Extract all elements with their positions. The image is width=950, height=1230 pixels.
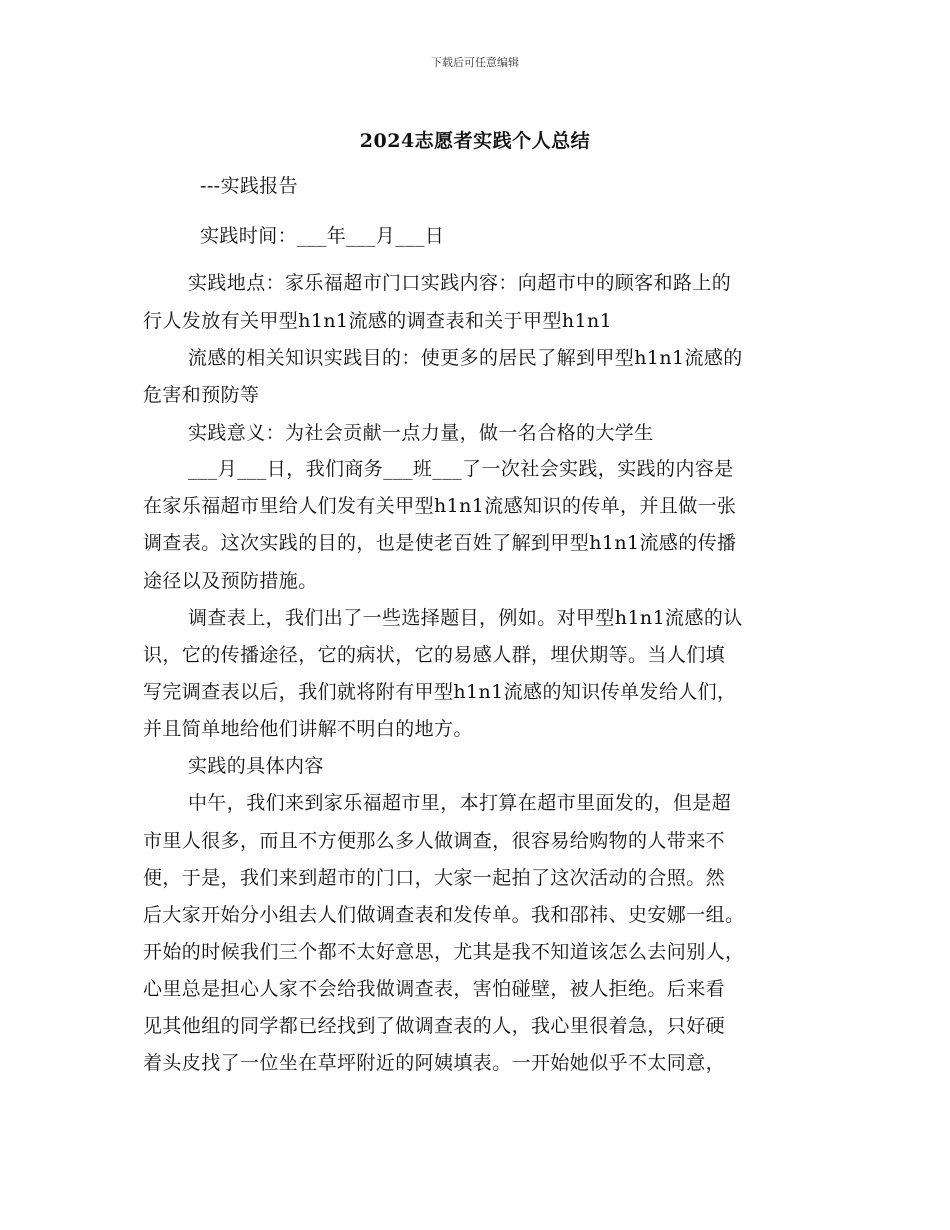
body-text-line: 在家乐福超市里给人们发有关甲型h1n1流感知识的传单，并且做一张 [143,495,737,517]
body-text-line: 后大家开始分小组去人们做调查表和发传单。我和邵祎、史安娜一组。 [143,904,745,926]
body-text-line: 途径以及预防措施。 [143,570,318,592]
body-text-line: 便，于是，我们来到超市的门口，大家一起拍了这次活动的合照。然 [143,867,726,889]
body-text-line: 心里总是担心人家不会给我做调查表，害怕碰壁，被人拒绝。后来看 [143,978,726,1000]
subtitle-line: ---实践报告 [200,175,299,197]
paragraph-first-line: 中午，我们来到家乐福超市里，本打算在超市里面发的，但是超 [188,792,732,814]
body-text-line: 写完调查表以后，我们就将附有甲型h1n1流感的知识传单发给人们， [143,681,737,703]
section-heading: 实践的具体内容 [188,755,324,777]
body-text-line: 开始的时候我们三个都不太好意思，尤其是我不知道该怎么去问别人， [143,941,745,963]
body-text-line: 调查表。这次实践的目的，也是使老百姓了解到甲型h1n1流感的传播 [143,532,737,554]
document-title: 2024志愿者实践个人总结 [359,130,591,152]
practice-location-line: 实践地点：家乐福超市门口实践内容：向超市中的顾客和路上的 [188,272,732,294]
body-text-line: 识，它的传播途径，它的病状，它的易感人群，埋伏期等。当人们填 [143,644,726,666]
body-text-line: 见其他组的同学都已经找到了做调查表的人，我心里很着急，只好硬 [143,1015,726,1037]
practice-time-line: 实践时间：___年___月___日 [200,225,445,247]
body-text-line: 危害和预防等 [143,384,260,406]
practice-significance-line: 实践意义：为社会贡献一点力量，做一名合格的大学生 [188,422,654,444]
body-text-line: 并且简单地给他们讲解不明白的地方。 [143,718,473,740]
paragraph-first-line: ___月___日，我们商务___班___了一次社会实践，实践的内容是 [188,458,734,480]
practice-purpose-line: 流感的相关知识实践目的：使更多的居民了解到甲型h1n1流感的 [188,347,743,369]
body-text-line: 行人发放有关甲型h1n1流感的调查表和关于甲型h1n1 [143,310,613,332]
page-header-note: 下载后可任意编辑 [431,56,519,69]
paragraph-first-line: 调查表上，我们出了一些选择题目，例如。对甲型h1n1流感的认 [188,607,743,629]
body-text-line: 市里人很多，而且不方便那么多人做调查，很容易给购物的人带来不 [143,830,726,852]
body-text-line: 着头皮找了一位坐在草坪附近的阿姨填表。一开始她似乎不太同意， [143,1052,726,1074]
